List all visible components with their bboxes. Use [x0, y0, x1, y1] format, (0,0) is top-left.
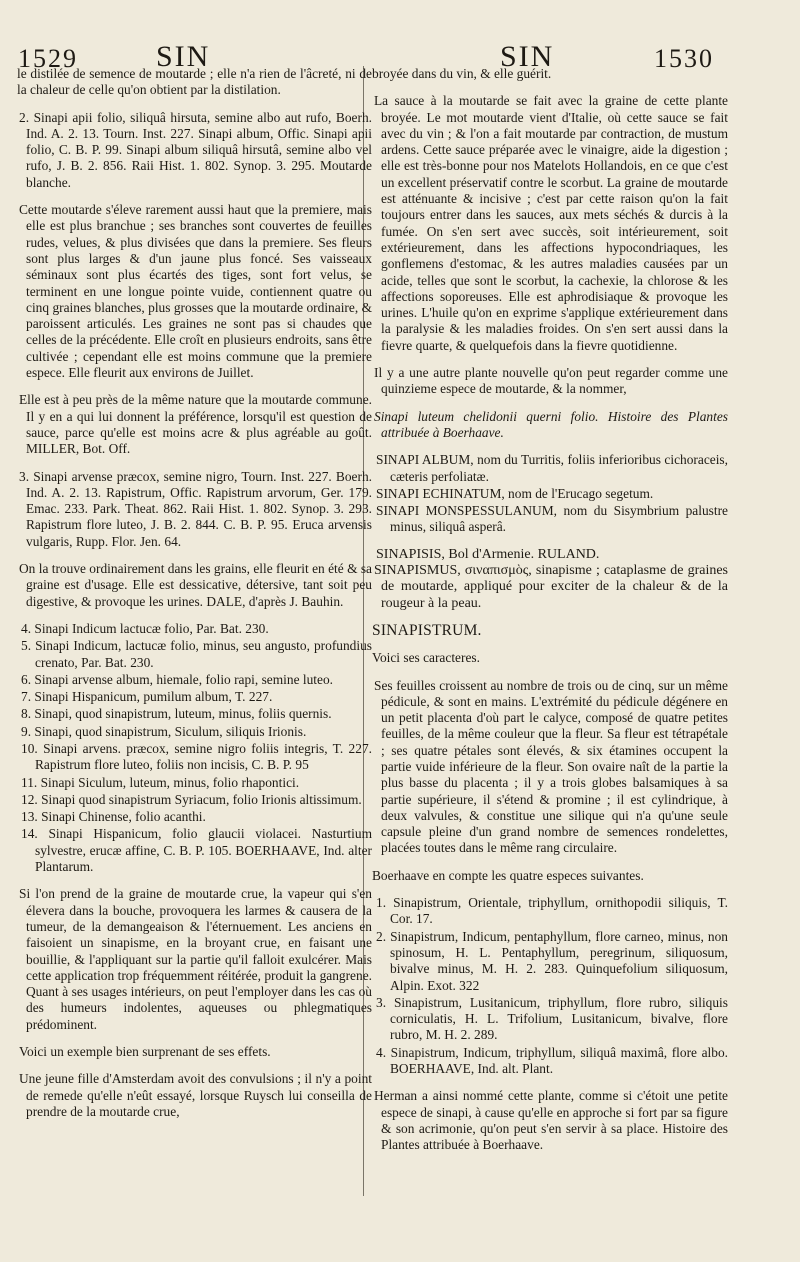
- list-item: 9. Sinapi, quod sinapistrum, Siculum, siliquis Irionis.: [21, 723, 307, 739]
- page-number-left: 1529: [18, 44, 78, 73]
- paragraph: Boerhaave en compte les quatre especes suivantes.: [372, 867, 644, 883]
- entry-sinapisis: SINAPISIS, Bol d'Armenie. RULAND.: [376, 546, 600, 562]
- running-head-left: SIN: [156, 40, 211, 73]
- paragraph: Il y a une autre plante nouvelle qu'on peut regarder comme une quinzieme espece de moutarde, & la nommer,: [374, 365, 728, 397]
- paragraph: On la trouve ordinairement dans les grains, elle fleurit en été & sa graine est d'usage. Elle est dessicative, détersive, tant soit peu digestive, & provoque les urines. DALE, d'après J. Bauhin.: [19, 561, 372, 609]
- paragraph: Voici ses caracteres.: [372, 650, 480, 666]
- paragraph: La sauce à la moutarde se fait avec la graine de cette plante broyée. Le mot moutarde vient d'Italie, où cette sauce se fait avec du vin ; & l'on a fait moutarde par contraction, de mustum ardens. Cette sauce préparée avec le vinaigre, aide la digestion ; elle est très-bonne pour nos Matelots Hollandois, en ce que c'est un excellent préservatif contre le scorbut. La graine de moutarde est atténuante & incisive ; c'est par cette raison qu'on la fait toujours entrer dans les sauces, aux mets séchés & durcis à la fumée. On s'en sert avec succès, soit intérieurement, soit extérieurement, dans les affections hypocondriaques, les gonflemens d'estomac, & les autres maladies causées par un acide, telles que sont le scorbut, la cachexie, la chlorose & les affections soporeuses. Elle est aphrodisiaque & provoque les urines. L'huile qu'on en exprime s'applique extérieurement dans la paralysie & les maladies froides. On s'en sert aussi dans la fievre quarte, & quelquefois dans la fievre quotidienne.: [374, 93, 728, 353]
- list-item: 12. Sinapi quod sinapistrum Syriacum, folio Irionis altissimum.: [21, 791, 362, 807]
- list-item: 3. Sinapistrum, Lusitanicum, triphyllum, flore rubro, siliquis corniculatis, H. L. Trifolium, Lusitanicum, bivalve, flore rubro, M. H. 2. 289.: [376, 994, 728, 1043]
- synonym-list: [372, 452, 728, 535]
- paragraph: broyée dans du vin, & elle guérit.: [372, 66, 552, 81]
- list-item: 1. Sinapistrum, Orientale, triphyllum, ornithopodii siliquis, T. Cor. 17.: [376, 895, 728, 927]
- paragraph: Ses feuilles croissent au nombre de trois ou de cinq, sur un même pédicule, & sont en mains. L'extrémité du pédicule dégénere en un petit placenta d'où part le calyce, composé de quatre petites feuilles, de la même couleur que la fleur. Sa fleur est tétrapétale ; ses quatre pétales sont élevés, & six étamines occupent la partie vuide inférieure de la fleur. Son ovaire naît de la partie la plus basse du placenta ; il y a trois globes balsamiques à sa partie supérieure, il s'étend & promine ; il est cylindrique, à deux valvules, & constitue une silique qui n'a qu'une seule capsule pleine d'un grand nombre de semences rondelettes, placées toutes dans le même rang circulaire.: [374, 677, 728, 856]
- list-item: 6. Sinapi arvense album, hiemale, folio rapi, semine luteo.: [21, 671, 333, 687]
- right-column: [372, 66, 728, 1165]
- paragraph: Si l'on prend de la graine de moutarde crue, la vapeur qui s'en élevera dans la bouche, provoquera les larmes & causera de la tumeur, de la demangeaison & l'éternuement. Les anciens en faisoient un sinapisme, en la broyant crue, en faisant une bouillie, & l'appliquant sur la partie qu'il falloit exulcérer. Mais cette application trop fréquemment réitérée, produit la gangrene. Quant à ses usages intérieurs, on peut l'employer dans les cas où des humeurs indolentes, aqueuses ou phlegmatiques prédominent.: [19, 886, 372, 1032]
- paragraph: Elle est à peu près de la même nature que la moutarde commune. Il y en a qui lui donnent la préférence, lorsqu'il est question de sauce, parce qu'elle est moins acre & plus agréable au goût. MILLER, Bot. Off.: [19, 392, 372, 457]
- list-item: 10. Sinapi arvens. præcox, semine nigro foliis integris, T. 227. Rapistrum flore luteo, foliis non incisis, C. B. P. 95: [21, 740, 372, 773]
- list-item: 8. Sinapi, quod sinapistrum, luteum, minus, foliis quernis.: [21, 706, 332, 722]
- list-item: 4. Sinapistrum, Indicum, triphyllum, siliquâ maximâ, flore albo. BOERHAAVE, Ind. alt. Plant.: [376, 1044, 728, 1077]
- list-item: 7. Sinapi Hispanicum, pumilum album, T. 227.: [21, 689, 273, 705]
- synonym-entry: SINAPI ECHINATUM, nom de l'Erucago segetum.: [376, 485, 654, 501]
- list-item: 14. Sinapi Hispanicum, folio glaucii violacei. Nasturtium sylvestre, erucæ affine, C. B. P. 105. BOERHAAVE, Ind. alter Plantarum.: [21, 826, 372, 875]
- paragraph: Voici un exemple bien surprenant de ses effets.: [19, 1044, 271, 1060]
- left-column: [17, 66, 372, 1131]
- list-item: 11. Sinapi Siculum, luteum, minus, folio rhapontici.: [21, 774, 300, 790]
- paragraph: Sinapi luteum chelidonii querni folio. Histoire des Plantes attribuée à Boerhaave.: [374, 408, 728, 440]
- paragraph: Cette moutarde s'éleve rarement aussi haut que la premiere, mais elle est plus branchue ; ses branches sont couvertes de feuilles rudes, velues, & plus divisées que dans la premiere. Ses fleurs sont plus larges & d'un jaune plus foncé. Ses vaisseaux séminaux sont plus écartés des tiges, sont fort velus, se terminent en une longue pointe vuide, contiennent quatre ou cinq graines blanches, plus grosses que la moutarde ordinaire, & paroissent articulés. Les graines ne sont pas si chaudes que celles de la précédente. Elle croît en plusieurs endroits, sans être cultivée ; cependant elle est moins commune que la premiere espece. Elle fleurit aux environs de Juillet.: [19, 202, 372, 381]
- page-number-right: 1530: [654, 44, 714, 73]
- species-list: [372, 895, 728, 1077]
- paragraph: Une jeune fille d'Amsterdam avoit des convulsions ; il n'y a point de remede qu'elle n'eût essayé, lorsque Ruysch lui conseilla de prendre de la moutarde crue,: [19, 1071, 372, 1119]
- list-item: 5. Sinapi Indicum, lactucæ folio, minus, seu angusto, profundius crenato, Par. Bat. 230.: [21, 638, 372, 670]
- entry-heading-sinapistrum: SINAPISTRUM.: [372, 621, 482, 639]
- species-list: [17, 621, 372, 875]
- paragraph: 2. Sinapi apii folio, siliquâ hirsuta, semine albo aut rufo, Boerh. Ind. A. 2. 13. Tourn. Inst. 227. Sinapi album, Offic. Sinapi apii folio, C. B. P. 99. Sinapi album siliquâ hirsutâ, semine albo vel rufo, J. B. 2. 856. Raii Hist. 1. 802. Synop. 3. 295. Moutarde blanche.: [19, 109, 372, 190]
- paragraph: le distilée de semence de moutarde ; elle n'a rien de l'âcreté, ni de la chaleur de celle qu'on obtient par la distilation.: [17, 66, 372, 98]
- synonym-entry: SINAPI ALBUM, nom du Turritis, foliis inferioribus cichoraceis, cæteris perfoliatæ.: [376, 452, 728, 484]
- paragraph: 3. Sinapi arvense præcox, semine nigro, Tourn. Inst. 227. Boerh. Ind. A. 2. 13. Rapistrum, Offic. Rapistrum arvorum, Ger. 179. Emac. 233. Park. Theat. 862. Raii Hist. 1. 802. Synop. 3. 293. Rapistrum flore luteo, J. B. 2. 844. C. B. P. 95. Eruca arvensis vulgaris, Rupp. Flor. Jen. 64.: [19, 468, 372, 549]
- list-item: 13. Sinapi Chinense, folio acanthi.: [21, 809, 206, 825]
- entry-sinapismus: SINAPISMUS, σιναπισμὸς, sinapisme ; cataplasme de graines de moutarde, appliqué pour exciter de la chaleur & de la rougeur à la peau.: [374, 563, 728, 611]
- list-item: 4. Sinapi Indicum lactucæ folio, Par. Bat. 230.: [21, 620, 269, 636]
- list-item: 2. Sinapistrum, Indicum, pentaphyllum, flore carneo, minus, non spinosum, H. L. Pentaphyllum, peregrinum, siliquosum, bivalve minus, M. H. 2. 283. Quinquefolium siliquosum, Alpin. Exot. 322: [376, 928, 728, 993]
- synonym-entry: SINAPI MONSPESSULANUM, nom du Sisymbrium palustre minus, siliquâ asperâ.: [376, 503, 728, 535]
- paragraph: Herman a ainsi nommé cette plante, comme si c'étoit une petite espece de sinapi, à cause qu'elle en approche si fort par sa figure & son acrimonie, qu'on peut s'en servir à sa place. Histoire des Plantes attribuée à Boerhaave.: [374, 1088, 728, 1153]
- running-head-right: SIN: [500, 40, 555, 73]
